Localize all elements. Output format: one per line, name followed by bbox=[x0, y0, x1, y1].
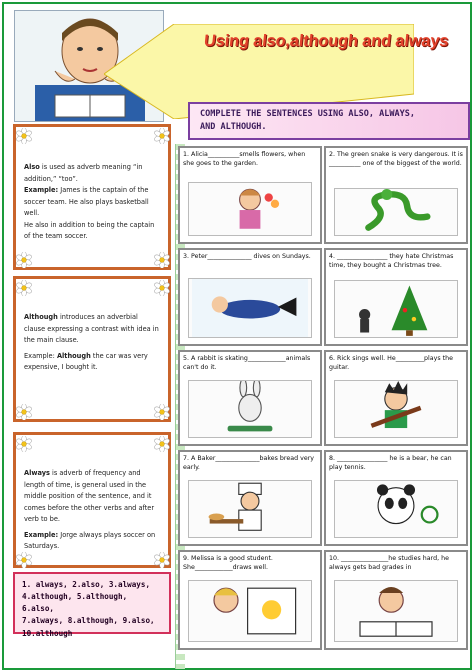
girl-smelling-flowers-illustration bbox=[188, 182, 312, 236]
instruction-banner bbox=[188, 102, 470, 140]
daisy-flower-icon bbox=[16, 404, 32, 420]
exercise-2 bbox=[324, 146, 468, 244]
answer-key bbox=[13, 572, 171, 638]
term-always: Always bbox=[24, 469, 50, 477]
always-example: Jorge always plays soccer on Saturdays. bbox=[24, 530, 156, 551]
exercise-number: 10. bbox=[329, 555, 340, 562]
daisy-flower-icon bbox=[16, 128, 32, 144]
exercise-number: 7. bbox=[183, 455, 190, 462]
although-example-label: Example: bbox=[24, 351, 55, 360]
exercise-text: ________________ he is a bear, he can play tennis. bbox=[329, 455, 452, 472]
exercise-6 bbox=[324, 350, 468, 446]
also-example-label: Example: bbox=[24, 186, 59, 195]
daisy-flower-icon bbox=[154, 404, 170, 420]
answer-line-1: 1. always, 2.also, 3.always, bbox=[22, 580, 151, 589]
although-example: the car was very expensive, I bought it. bbox=[24, 351, 148, 372]
exercise-text: ________________ they hate Christmas time, they bought a Christmas tree. bbox=[329, 253, 454, 270]
also-extra: He also in addition to being the captain of the team soccer. bbox=[24, 220, 155, 241]
exercise-text: Rick sings well. He_________plays the guitar. bbox=[329, 355, 453, 372]
exercise-9 bbox=[178, 550, 322, 650]
daisy-flower-icon bbox=[16, 436, 32, 452]
daisy-flower-icon bbox=[154, 128, 170, 144]
exercise-4 bbox=[324, 248, 468, 346]
exercise-number: 8. bbox=[329, 455, 336, 462]
exercise-5 bbox=[178, 350, 322, 446]
instruction-line-2: AND ALTHOUGH. bbox=[200, 122, 267, 133]
daisy-flower-icon bbox=[16, 280, 32, 296]
exercise-number: 6. bbox=[329, 355, 336, 362]
guitar-player-illustration bbox=[334, 380, 458, 438]
term-also: Also bbox=[24, 163, 40, 171]
exercise-number: 5. bbox=[183, 355, 190, 362]
exercise-text: _______________he studies hard, he always gets bad grades in bbox=[329, 555, 449, 572]
panda-tennis-illustration bbox=[334, 480, 458, 538]
exercise-7 bbox=[178, 450, 322, 546]
exercise-text: Peter______________ dives on Sundays. bbox=[191, 253, 311, 260]
answer-line-4: 10.although bbox=[22, 628, 73, 638]
exercise-number: 1. bbox=[183, 151, 190, 158]
rule-box-although bbox=[13, 276, 171, 422]
skating-rabbit-illustration bbox=[188, 380, 312, 438]
exercise-number: 2. bbox=[329, 151, 336, 158]
exercise-number: 9. bbox=[183, 555, 190, 562]
exercise-8 bbox=[324, 450, 468, 546]
worksheet-title: Using also,although and always bbox=[203, 32, 450, 50]
daisy-flower-icon bbox=[16, 252, 32, 268]
exercise-text: Alicia__________smells flowers, when she goes to the garden. bbox=[183, 151, 306, 168]
rule-box-also bbox=[13, 124, 171, 270]
girl-drawing-illustration bbox=[188, 580, 312, 642]
always-example-label: Example: bbox=[24, 530, 59, 539]
baker-illustration bbox=[188, 480, 312, 538]
exercise-1 bbox=[178, 146, 322, 244]
exercise-text: A rabbit is skating____________animals can't do it. bbox=[183, 355, 311, 372]
also-definition: is used as adverb meaning “in addition,” “too”. bbox=[24, 163, 143, 183]
answer-line-2: 4.although, 5.although, 6.also, bbox=[22, 592, 128, 614]
also-example: James is the captain of the soccer team. He also plays basketball well. bbox=[24, 186, 149, 218]
daisy-flower-icon bbox=[154, 436, 170, 452]
exercise-text: A Baker______________bakes bread very early. bbox=[183, 455, 315, 472]
instruction-line-1: COMPLETE THE SENTENCES USING ALSO, ALWAYS, bbox=[200, 109, 415, 119]
exercise-text: The green snake is very dangerous. It is __________ one of the biggest of the world. bbox=[329, 151, 463, 168]
daisy-flower-icon bbox=[154, 252, 170, 268]
exercise-number: 3. bbox=[183, 253, 190, 260]
christmas-tree-illustration bbox=[334, 280, 458, 338]
although-example-term: Although bbox=[56, 351, 91, 360]
term-although: Although bbox=[24, 313, 58, 321]
exercise-number: 4. bbox=[329, 253, 336, 260]
answer-line-3: 7.always, 8.although, 9.also, bbox=[22, 616, 155, 626]
daisy-flower-icon bbox=[154, 552, 170, 568]
exercise-10 bbox=[324, 550, 468, 650]
daisy-flower-icon bbox=[154, 280, 170, 296]
daisy-flower-icon bbox=[16, 552, 32, 568]
always-definition: is adverb of frequency and length of time, is general used in the middle position of the sentence, and it comes before the other verbs and after verb to be. bbox=[24, 469, 155, 524]
although-definition: introduces an adverbial clause expressing a contrast with idea in the main clause. bbox=[24, 313, 159, 345]
boy-studying-illustration bbox=[334, 580, 458, 642]
exercise-text: Melissa is a good student. She____________draws well. bbox=[183, 555, 273, 572]
exercise-3 bbox=[178, 248, 322, 346]
green-snake-illustration bbox=[334, 188, 458, 236]
worksheet-page bbox=[2, 2, 472, 670]
rule-box-always bbox=[13, 432, 171, 568]
diver-illustration bbox=[188, 278, 312, 338]
